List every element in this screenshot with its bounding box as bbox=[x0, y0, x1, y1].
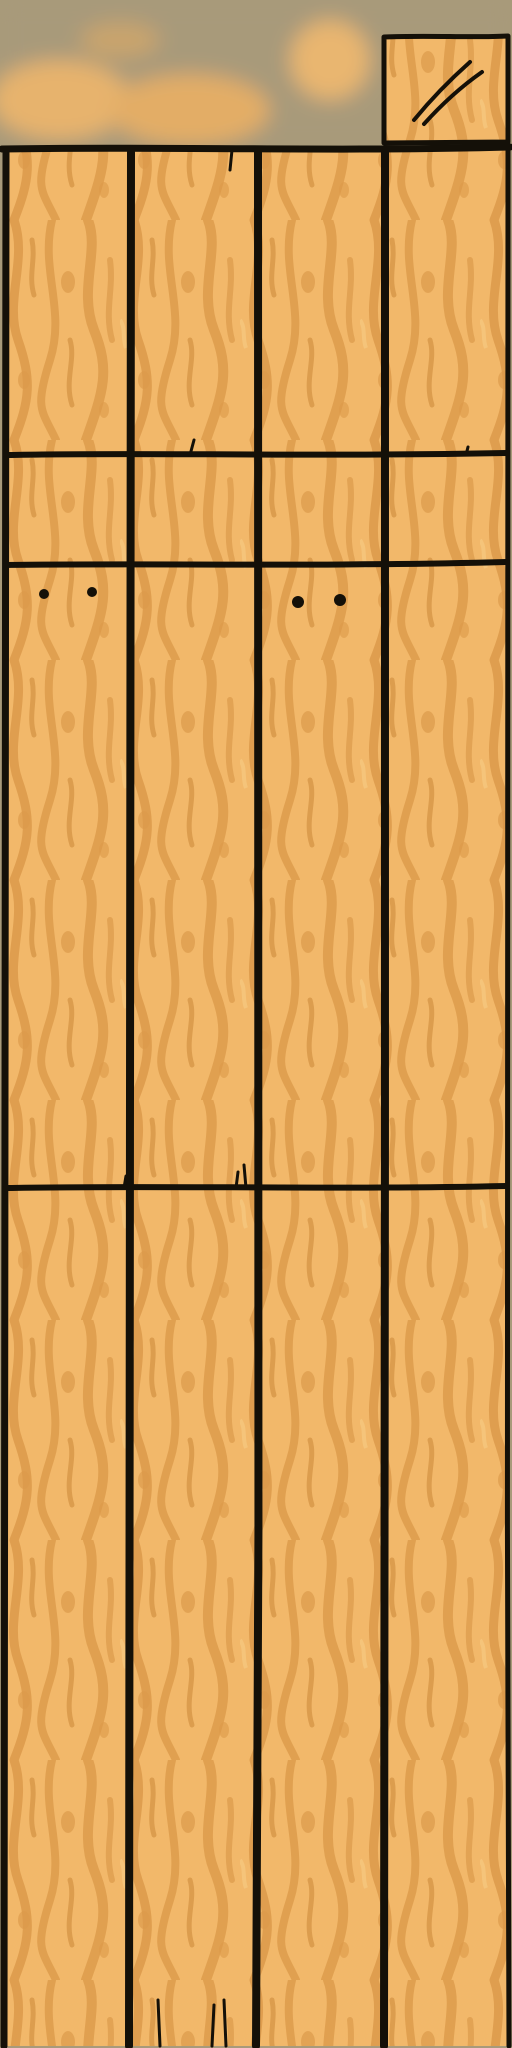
plank-outline-left bbox=[4, 150, 6, 2046]
nail-head-icon bbox=[292, 596, 304, 608]
seam-3 bbox=[6, 1186, 506, 1188]
seam-1 bbox=[6, 453, 506, 455]
plank-outline-right bbox=[507, 150, 509, 2046]
nail-head-icon bbox=[39, 589, 49, 599]
plank-divider-3 bbox=[384, 150, 385, 2046]
wood-tile-with-scratch-marks-icon bbox=[384, 36, 508, 143]
plank-board bbox=[2, 147, 510, 2046]
plank-divider-1 bbox=[129, 152, 131, 2046]
nail-head-icon bbox=[334, 594, 346, 606]
nail-head-icon bbox=[87, 587, 97, 597]
board-top-edge bbox=[2, 147, 510, 149]
seam-2 bbox=[6, 562, 506, 565]
plank-divider-2 bbox=[256, 152, 259, 2046]
